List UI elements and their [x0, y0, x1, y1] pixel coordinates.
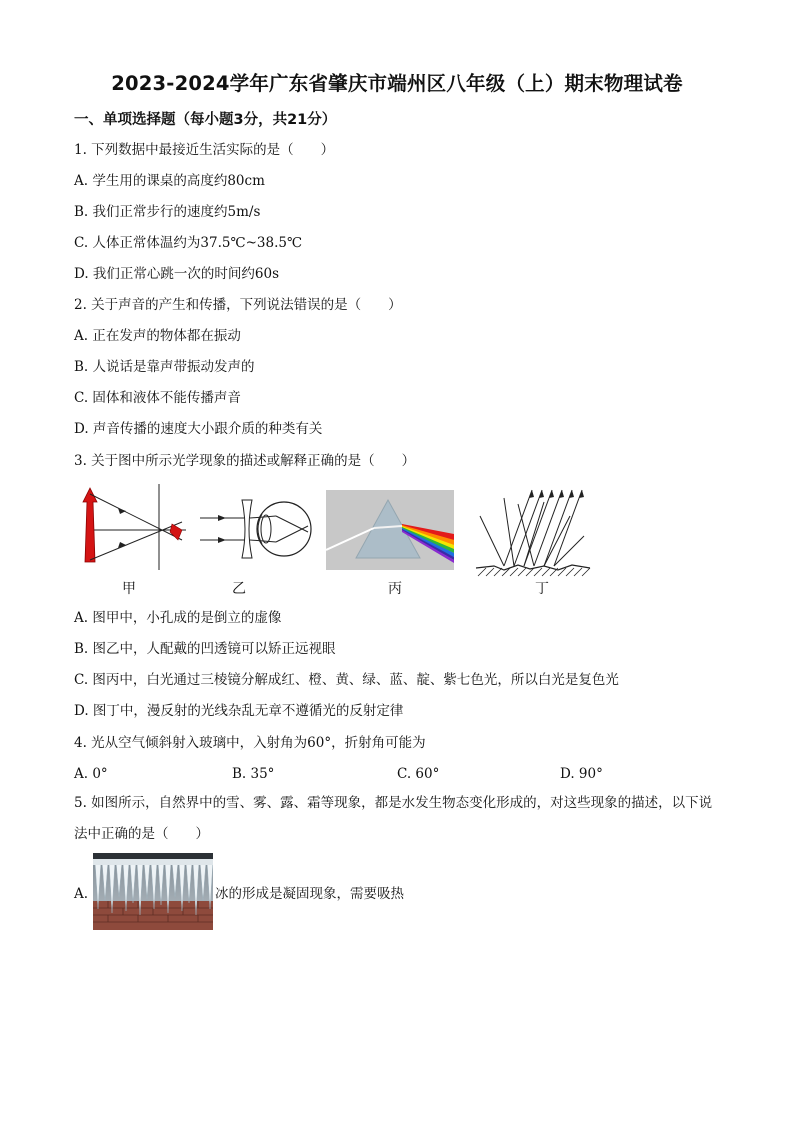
q4-option-d: D. 90°	[560, 766, 603, 782]
q3-stem: 3. 关于图中所示光学现象的描述或解释正确的是（ ）	[74, 453, 416, 469]
figure-pinhole-camera	[70, 482, 190, 572]
caption-jia: 甲	[122, 581, 136, 597]
q1-stem: 1. 下列数据中最接近生活实际的是（ ）	[74, 142, 335, 158]
q1-option-d: D. 我们正常心跳一次的时间约60s	[74, 266, 280, 282]
q2-option-d: D. 声音传播的速度大小跟介质的种类有关	[74, 421, 323, 437]
q5-option-a-text: 冰的形成是凝固现象，需要吸热	[215, 886, 404, 902]
q3-option-a: A. 图甲中，小孔成的是倒立的虚像	[74, 610, 282, 626]
q5-stem: 5. 如图所示，自然界中的雪、雾、露、霜等现象，都是水发生物态变化形成的，对这些现象的描述，以下说法中正确的是（ ）	[74, 795, 713, 842]
figure-diffuse-reflection	[474, 486, 592, 578]
page-title: 2023-2024学年广东省肇庆市端州区八年级（上）期末物理试卷	[111, 72, 683, 95]
q4-option-a: A. 0°	[74, 766, 108, 782]
caption-bing: 丙	[388, 581, 402, 597]
q2-stem: 2. 关于声音的产生和传播，下列说法错误的是（ ）	[74, 297, 402, 313]
q4-stem: 4. 光从空气倾斜射入玻璃中，入射角为60°，折射角可能为	[74, 735, 426, 751]
q1-option-b: B. 我们正常步行的速度约5m/s	[74, 204, 261, 220]
q2-option-c: C. 固体和液体不能传播声音	[74, 390, 241, 406]
q4-option-b: B. 35°	[232, 766, 275, 782]
q5-option-a-label: A.	[74, 886, 89, 902]
q3-option-b: B. 图乙中，人配戴的凹透镜可以矫正远视眼	[74, 641, 336, 657]
section-heading: 一、单项选择题（每小题3分，共21分）	[74, 112, 337, 128]
figure-prism-dispersion	[326, 490, 454, 570]
q4-option-c: C. 60°	[397, 766, 440, 782]
q1-option-a: A. 学生用的课桌的高度约80cm	[74, 173, 265, 189]
caption-yi: 乙	[232, 581, 246, 597]
q1-option-c: C. 人体正常体温约为37.5℃~38.5℃	[74, 235, 303, 251]
caption-ding: 丁	[535, 581, 549, 597]
icicle-photo	[93, 853, 213, 930]
figure-eye-lens	[196, 496, 316, 560]
q2-option-b: B. 人说话是靠声带振动发声的	[74, 359, 255, 375]
q3-option-c: C. 图丙中，白光通过三棱镜分解成红、橙、黄、绿、蓝、靛、紫七色光，所以白光是复色光	[74, 672, 619, 688]
q2-option-a: A. 正在发声的物体都在振动	[74, 328, 241, 344]
q3-option-d: D. 图丁中，漫反射的光线杂乱无章不遵循光的反射定律	[74, 703, 404, 719]
